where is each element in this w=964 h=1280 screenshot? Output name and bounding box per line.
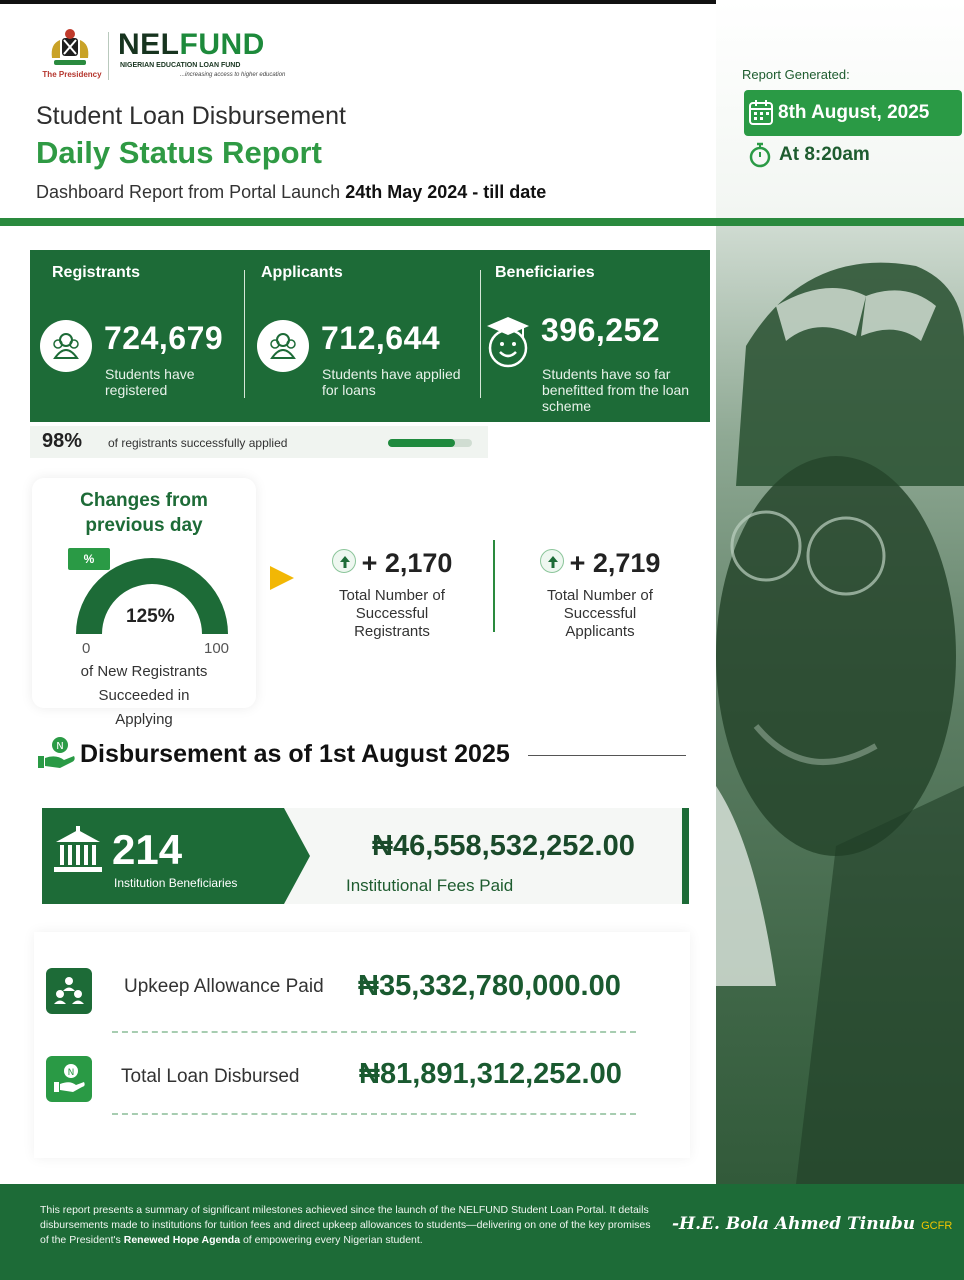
dashed-divider	[112, 1031, 636, 1033]
president-signature: -H.E. Bola Ahmed Tinubu GCFR	[672, 1214, 953, 1234]
coat-of-arms-icon	[46, 28, 94, 68]
delta-label: Total Number of Successful Applicants	[547, 587, 653, 640]
people-icon	[257, 320, 309, 372]
fees-value: ₦46,558,532,252.00	[372, 830, 635, 862]
gauge-value: 125%	[126, 606, 175, 627]
nelfund-logo	[40, 28, 290, 86]
disbursement-heading: Disbursement as of 1st August 2025	[80, 740, 510, 768]
report-title-line2: Daily Status Report	[36, 135, 322, 170]
delta-separator	[493, 540, 495, 632]
stat-heading: Beneficiaries	[495, 264, 595, 281]
application-rate-bar-fill	[388, 439, 455, 447]
report-date-badge	[744, 90, 962, 136]
report-title-line1: Student Loan Disbursement	[36, 102, 346, 130]
president-portrait-image	[716, 226, 964, 1184]
arrow-up-icon	[332, 549, 356, 573]
svg-text:N: N	[56, 741, 64, 752]
stat-applicants	[245, 250, 479, 422]
total-value: ₦81,891,312,252.00	[359, 1058, 622, 1090]
stat-heading: Applicants	[261, 264, 343, 281]
brand-name: NELFUND	[118, 28, 265, 61]
arrow-up-icon	[540, 549, 564, 573]
stat-registrants	[30, 250, 244, 422]
stat-value: 396,252	[541, 312, 661, 348]
loan-hand-icon	[46, 1056, 92, 1102]
report-date: 8th August, 2025	[778, 102, 930, 123]
institution-building-icon	[52, 826, 104, 874]
footer-summary: This report presents a summary of significant milestones achieved since the launch of the NELFUND Student Loan Portal. It details disbursements made to institutions for tuition fees and direct upkeep allowances to students—delivering on one of the key promises of the President's Renewed Hope Agenda of empowering every Nigerian student.	[40, 1204, 651, 1246]
gauge-min: 0	[82, 640, 91, 657]
institutions-count: 214	[112, 826, 183, 873]
stats-band	[30, 250, 710, 422]
upkeep-label: Upkeep Allowance Paid	[124, 976, 324, 997]
gauge-max: 100	[204, 640, 230, 657]
application-rate-text: of registrants successfully applied	[108, 436, 288, 450]
graduate-smiley-icon	[483, 312, 533, 370]
delta-value: + 2,170	[361, 548, 453, 578]
gauge-caption: of New Registrants Succeeded in Applying	[80, 663, 208, 728]
report-subtitle: Dashboard Report from Portal Launch 24th May 2024 - till date	[36, 182, 547, 202]
institutions-block-arrow	[284, 808, 310, 904]
president-photo-panel	[716, 226, 964, 1184]
header-divider	[0, 218, 964, 226]
stat-description: Students have registered	[105, 366, 195, 398]
delta-value: + 2,719	[569, 548, 661, 578]
changes-title: Changes from previous day	[80, 490, 208, 536]
presidency-label: The Presidency	[42, 70, 102, 79]
application-rate-bar	[388, 439, 472, 447]
community-icon	[46, 968, 92, 1014]
stat-description: Students have so far benefitted from the loan scheme	[542, 366, 690, 414]
calendar-icon	[748, 98, 774, 126]
brand-tagline: ...increasing access to higher education	[180, 72, 286, 78]
percent-badge: %	[68, 548, 110, 570]
stat-value: 712,644	[321, 320, 441, 356]
logo-divider	[108, 32, 109, 80]
stat-heading: Registrants	[52, 264, 141, 281]
stopwatch-icon	[748, 142, 772, 168]
svg-text:N: N	[67, 1068, 75, 1078]
upkeep-value: ₦35,332,780,000.00	[358, 970, 621, 1002]
people-icon	[40, 320, 92, 372]
disbursement-summary-card	[34, 932, 690, 1158]
fees-label: Institutional Fees Paid	[346, 876, 514, 895]
heading-rule	[528, 755, 686, 756]
institutions-label: Institution Beneficiaries	[114, 876, 238, 890]
report-generated-label: Report Generated:	[742, 67, 850, 82]
application-rate-row	[30, 426, 488, 458]
stat-description: Students have applied for loans	[322, 366, 461, 398]
changes-card	[32, 478, 256, 728]
delta-applicants	[510, 548, 690, 641]
stat-value: 724,679	[104, 320, 224, 356]
brand-full-name: NIGERIAN EDUCATION LOAN FUND	[120, 62, 241, 69]
pointer-arrow-icon	[270, 566, 294, 590]
dashed-divider	[112, 1113, 636, 1115]
money-hand-icon	[36, 736, 76, 770]
application-rate-percent: 98%	[42, 430, 83, 452]
total-label: Total Loan Disbursed	[121, 1066, 300, 1087]
delta-registrants	[302, 548, 482, 641]
fees-accent-bar	[682, 808, 689, 904]
delta-label: Total Number of Successful Registrants	[339, 587, 445, 640]
stat-beneficiaries	[481, 250, 710, 422]
